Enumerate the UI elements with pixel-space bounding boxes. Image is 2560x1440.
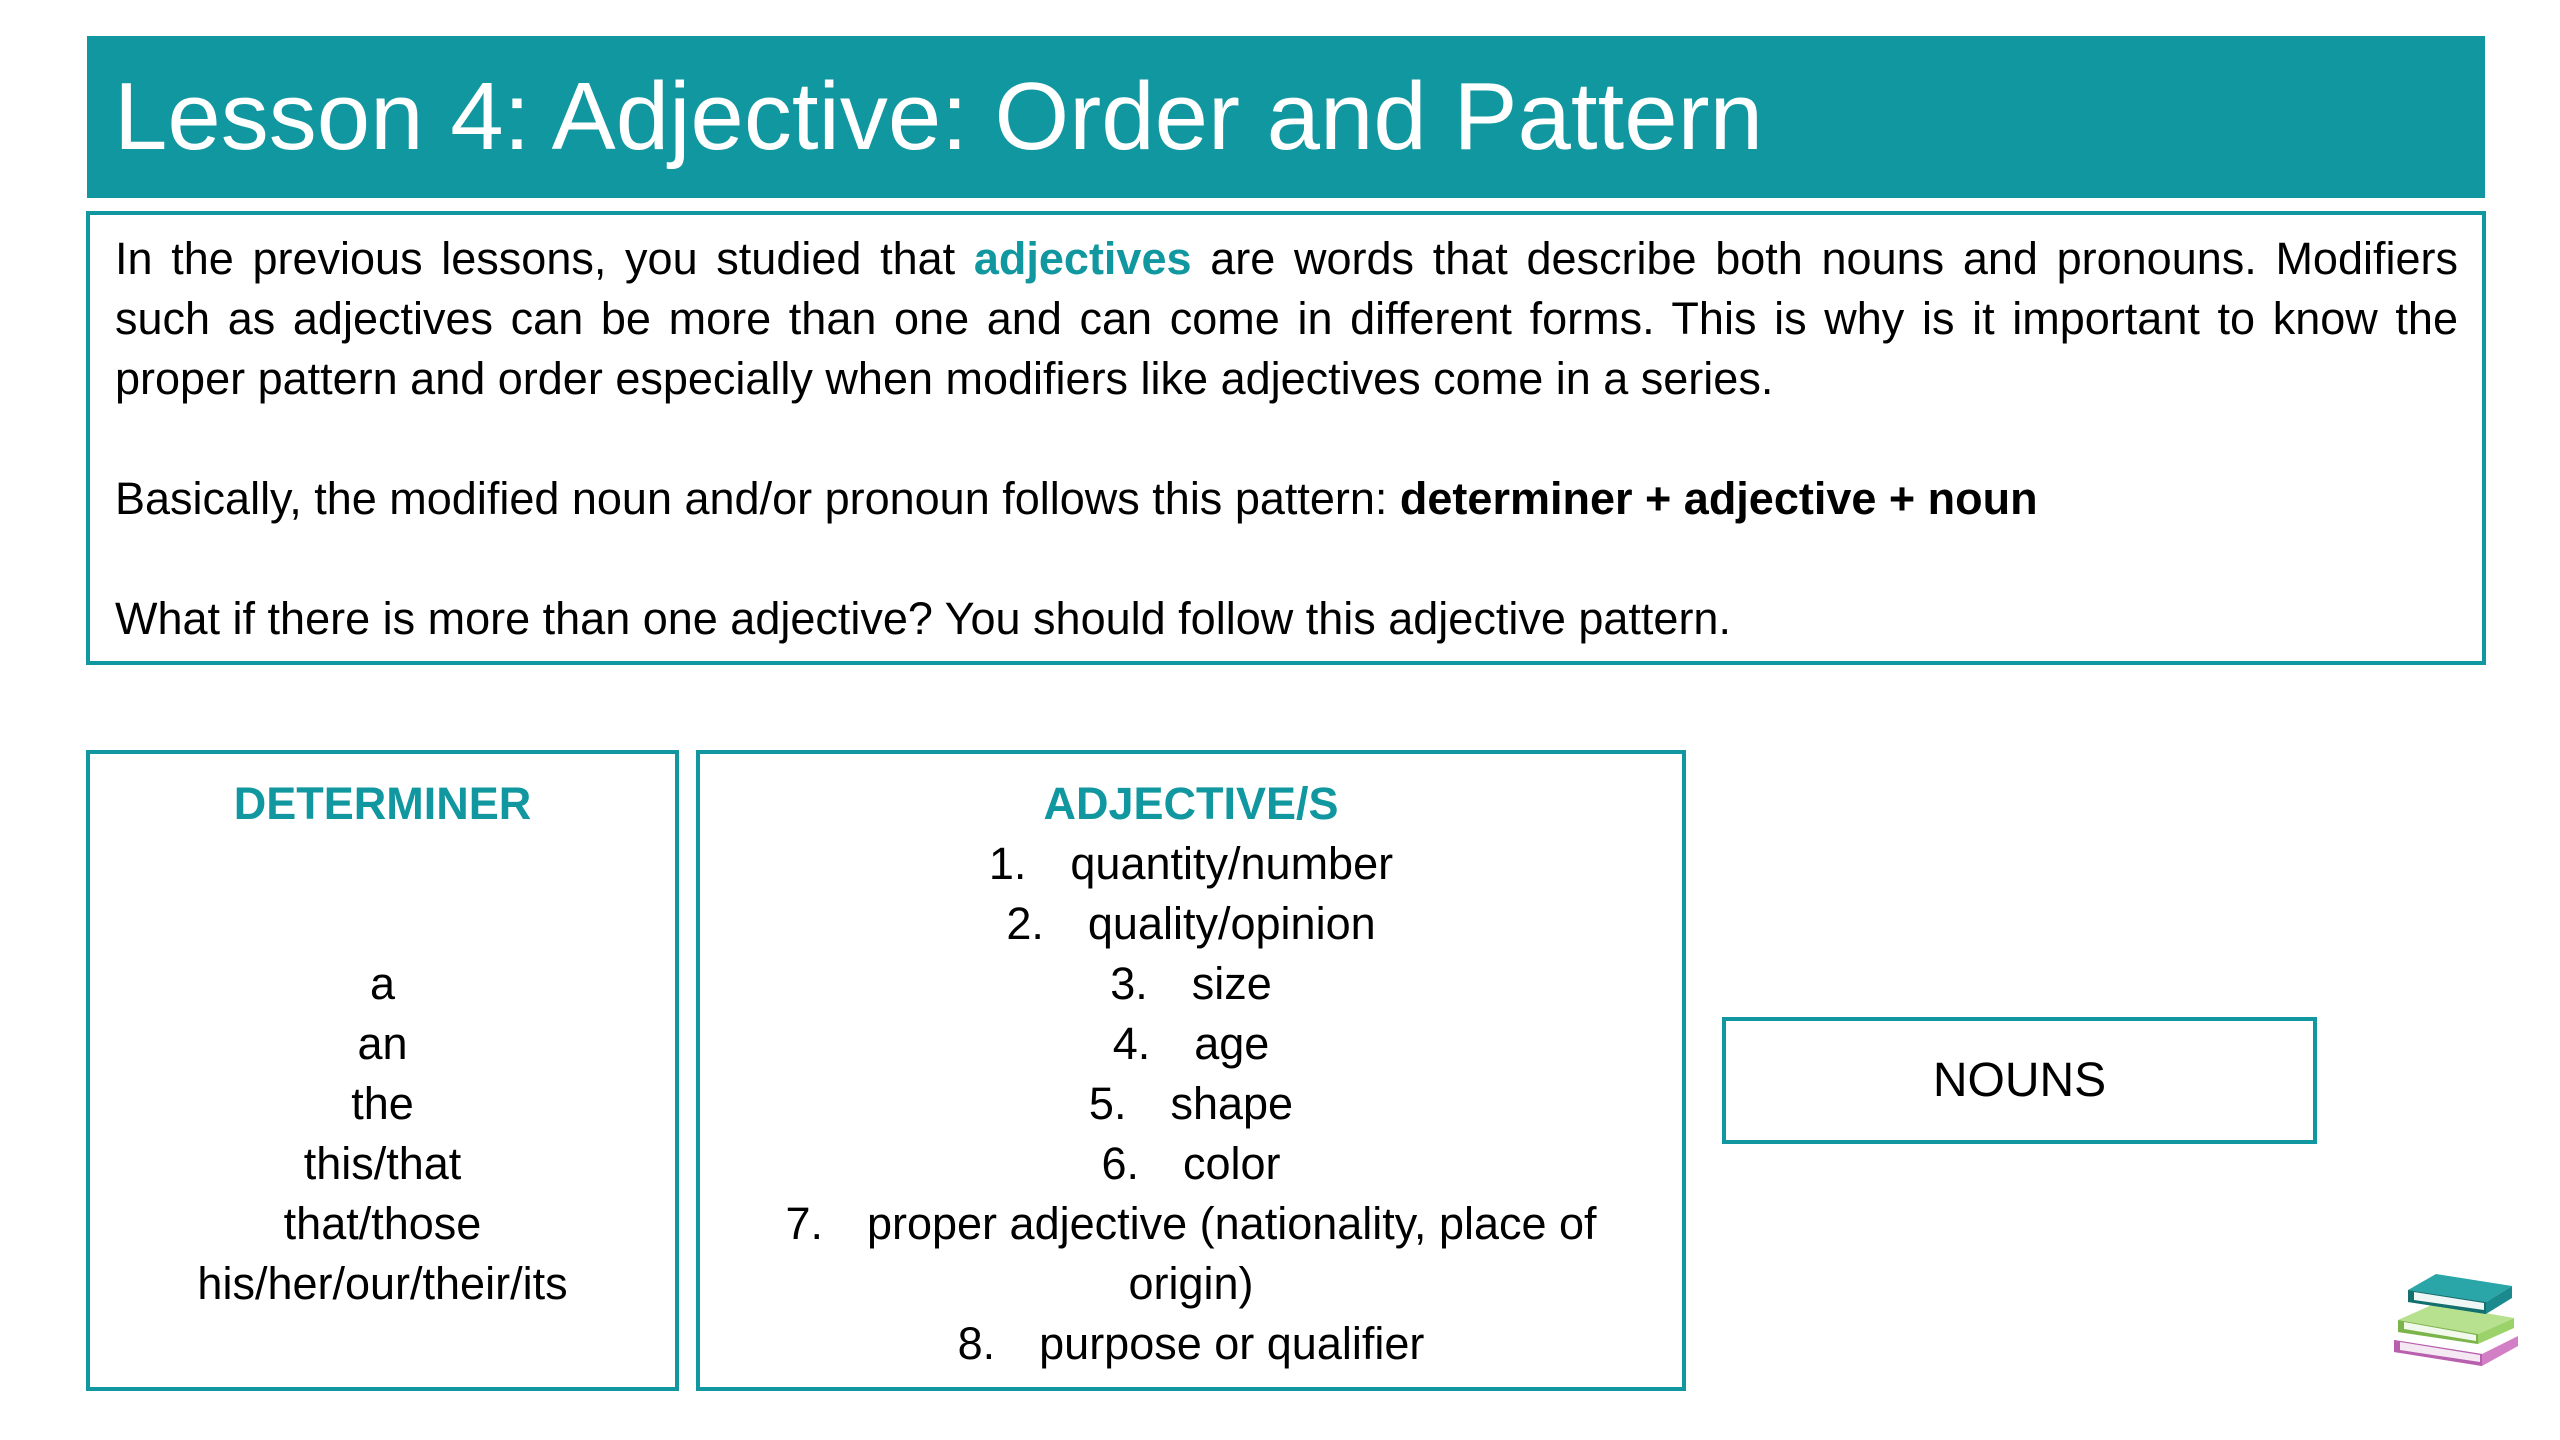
adjective-text: quality/opinion [1087, 898, 1376, 949]
adjective-item [700, 1014, 1682, 1074]
adjective-text: shape [1170, 1078, 1294, 1129]
adjective-item [700, 1134, 1682, 1194]
determiner-item: the [351, 1078, 414, 1129]
determiner-item: an [357, 1018, 408, 1069]
adjective-item [700, 1314, 1682, 1374]
adjective-number: 5. [1088, 1078, 1127, 1129]
intro-p2-bold: determiner + adjective + noun [1399, 473, 2038, 524]
adjective-text: age [1194, 1018, 1270, 1069]
determiner-item: this/that [303, 1138, 462, 1189]
determiner-item: a [369, 958, 396, 1009]
determiner-item: that/those [283, 1198, 482, 1249]
adjective-text: proper adjective (nationality, place of origin) [866, 1198, 1597, 1309]
adjectives-box [696, 750, 1686, 1391]
adjective-number: 8. [957, 1318, 996, 1369]
adjective-item [700, 1074, 1682, 1134]
determiner-box [86, 750, 679, 1391]
intro-box [86, 211, 2486, 665]
nouns-label: NOUNS [1932, 1054, 2107, 1107]
adjectives-heading: ADJECTIVE/S [1043, 778, 1339, 829]
adjective-text: size [1191, 958, 1272, 1009]
adjective-number: 4. [1112, 1018, 1151, 1069]
determiner-list [90, 954, 675, 1314]
determiner-heading: DETERMINER [233, 778, 532, 829]
adjective-number: 2. [1006, 898, 1044, 949]
adjective-text: purpose or qualifier [1039, 1318, 1425, 1369]
stack-of-books-icon [2386, 1262, 2526, 1372]
adjective-item [700, 834, 1682, 894]
adjective-number: 3. [1110, 958, 1148, 1009]
intro-p1-after: are words that describe both nouns and pronouns. Modifiers such as adjectives can be more than one and can come in different forms. This is why is it important to know the proper pattern and order especially when modifiers like adjectives come in a series. [115, 233, 2458, 404]
adjective-number: 1. [988, 838, 1027, 889]
intro-paragraph-1 [115, 229, 2458, 409]
determiner-item: his/her/our/their/its [197, 1258, 568, 1309]
adjective-text: color [1182, 1138, 1281, 1189]
intro-p2-text: Basically, the modified noun and/or pronoun follows this pattern: [115, 473, 1400, 524]
intro-p1-highlight: adjectives [973, 233, 1192, 284]
adjective-item [700, 894, 1682, 954]
intro-paragraph-2 [115, 469, 2458, 529]
intro-p1-before: In the previous lessons, you studied that [115, 233, 974, 284]
adjectives-list [700, 834, 1682, 1374]
adjective-number: 7. [785, 1198, 823, 1249]
intro-paragraph-3: What if there is more than one adjective? You should follow this adjective pattern. [115, 593, 1731, 644]
page-title: Lesson 4: Adjective: Order and Pattern [114, 63, 1763, 170]
adjective-item [761, 1194, 1621, 1314]
adjective-item [700, 954, 1682, 1014]
adjective-number: 6. [1101, 1138, 1139, 1189]
nouns-box [1722, 1017, 2317, 1144]
title-bar [87, 36, 2485, 198]
adjective-text: quantity/number [1070, 838, 1394, 889]
